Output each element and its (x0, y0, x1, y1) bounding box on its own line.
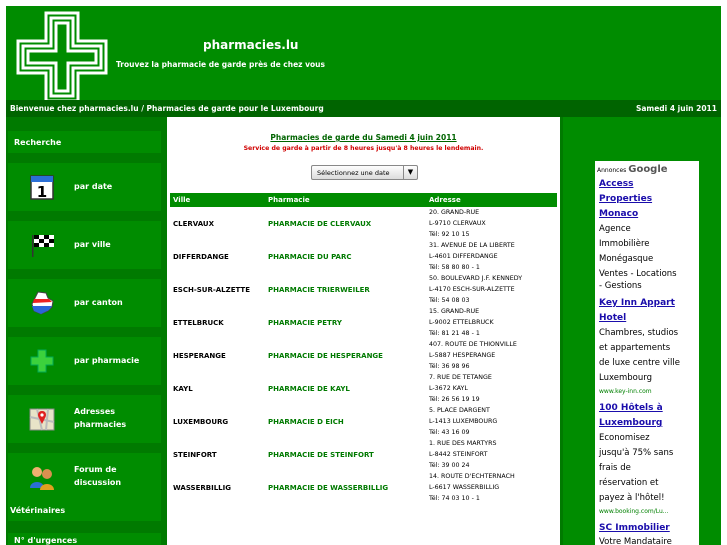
ad-title[interactable]: Hotel (599, 313, 627, 323)
table-row (170, 273, 557, 306)
sidebar-item-label: par ville (74, 240, 111, 249)
urgences-link[interactable]: N° d'urgences (14, 536, 78, 545)
ad-text: de luxe centre ville (599, 358, 680, 368)
ad-text: - Gestions (599, 281, 642, 288)
sidebar (6, 117, 164, 545)
ad-text: payez à l'hôtel! (599, 493, 665, 503)
row-address-line: 14. ROUTE D'ECHTERNACH (429, 473, 515, 480)
row-pharmacie[interactable]: PHARMACIE PETRY (268, 318, 342, 327)
ad-title[interactable]: 100 Hôtels à (599, 403, 663, 413)
pharmacies-table (170, 193, 557, 504)
sidebar-heading-block (8, 131, 161, 153)
sidebar-item-label: par date (74, 182, 113, 191)
ads-header[interactable] (597, 164, 668, 175)
row-pharmacie[interactable]: PHARMACIE DE STEINFORT (268, 450, 374, 459)
row-telephone: Tél: 36 98 96 (429, 363, 470, 370)
table-row (170, 207, 557, 240)
ad-text: frais de (599, 463, 631, 473)
table-row (170, 405, 557, 438)
row-pharmacie[interactable]: PHARMACIE TRIERWEILER (268, 285, 370, 294)
row-address-line: L-8442 STEINFORT (429, 451, 488, 458)
row-pharmacie[interactable]: PHARMACIE D EICH (268, 417, 344, 426)
date-select[interactable] (311, 165, 418, 180)
row-ville: HESPERANGE (173, 351, 226, 360)
row-pharmacie[interactable]: PHARMACIE DE CLERVAUX (268, 219, 372, 228)
google-ads-box (595, 161, 699, 545)
site-header (6, 6, 721, 100)
chevron-down-icon[interactable]: ▼ (403, 166, 417, 179)
row-telephone: Tél: 81 21 48 - 1 (429, 330, 480, 337)
ad-title[interactable]: Luxembourg (599, 418, 663, 428)
row-address-line: 15. GRAND-RUE (429, 308, 480, 315)
sidebar-item-par-date[interactable] (8, 163, 161, 211)
row-adresse (426, 240, 557, 273)
sidebar-item-label: Forum de discussion (74, 465, 122, 487)
ad-text: Economisez (599, 433, 650, 443)
column-ville: Ville (170, 193, 265, 207)
welcome-bar (6, 100, 721, 117)
annonces-label: Annonces (597, 167, 627, 174)
site-tagline: Trouvez la pharmacie de garde près de chez vous (116, 60, 325, 69)
table-row (170, 306, 557, 339)
row-telephone: Tél: 54 08 03 (429, 297, 470, 304)
row-address-line: 31. AVENUE DE LA LIBERTE (429, 242, 515, 249)
row-adresse (426, 438, 557, 471)
row-ville: CLERVAUX (173, 219, 214, 228)
sidebar-item-adresses-pharmacies[interactable] (8, 395, 161, 443)
ad-title[interactable]: Properties (599, 194, 653, 204)
sidebar-item-par-pharmacie[interactable] (8, 337, 161, 385)
row-address-line: L-9710 CLERVAUX (429, 220, 486, 227)
row-telephone: Tél: 92 10 15 (429, 231, 470, 238)
row-pharmacie[interactable]: PHARMACIE DE HESPERANGE (268, 351, 383, 360)
row-address-line: 20. GRAND-RUE (429, 209, 480, 216)
pharmacy-cross-icon (28, 347, 56, 375)
sidebar-item-label: par pharmacie (74, 356, 140, 365)
row-ville: ESCH-SUR-ALZETTE (173, 285, 250, 294)
ads-column (563, 117, 721, 545)
page-subtitle: Service de garde à partir de 8 heures jusqu'à 8 heures le lendemain. (243, 145, 484, 152)
row-address-line: L-9002 ETTELBRUCK (429, 319, 494, 326)
ad-title[interactable]: SC Immobilier (599, 523, 670, 533)
ad-url[interactable]: www.key-inn.com (599, 388, 652, 395)
row-adresse (426, 273, 557, 306)
urgences-block[interactable] (8, 533, 161, 545)
ad-text: Chambres, studios (599, 328, 679, 338)
veterinaires-block[interactable] (8, 501, 161, 521)
row-address-line: L-4170 ESCH-SUR-ALZETTE (429, 286, 515, 293)
ad-text: réservation et (599, 478, 659, 488)
main-content (164, 117, 563, 545)
column-pharmacie: Pharmacie (265, 193, 426, 207)
ad-text: Agence (599, 224, 631, 234)
row-pharmacie[interactable]: PHARMACIE DE KAYL (268, 384, 350, 393)
row-address-line: 5. PLACE DARGENT (429, 407, 490, 414)
sidebar-item-label: par canton (74, 298, 123, 307)
current-date: Samedi 4 juin 2011 (635, 104, 717, 113)
sidebar-heading: Recherche (14, 138, 62, 147)
row-ville: STEINFORT (173, 450, 217, 459)
row-address-line: 50. BOULEVARD J.F. KENNEDY (429, 275, 523, 282)
checkered-flag-icon (28, 231, 56, 259)
row-ville: WASSERBILLIG (173, 483, 231, 492)
calendar-day: 1 (36, 183, 48, 201)
table-row (170, 240, 557, 273)
row-address-line: L-5887 HESPERANGE (429, 352, 496, 359)
ad-text: Monégasque (599, 254, 654, 264)
ad-text: Luxembourg (599, 373, 652, 383)
google-logo: Google (628, 164, 668, 175)
ad-text: Votre Mandataire (599, 537, 672, 545)
row-adresse (426, 471, 557, 504)
row-address-line: L-1413 LUXEMBOURG (429, 418, 498, 425)
row-telephone: Tél: 39 00 24 (429, 462, 470, 469)
site-title[interactable]: pharmacies.lu (203, 38, 299, 52)
row-pharmacie[interactable]: PHARMACIE DU PARC (268, 252, 352, 261)
ad-text: et appartements (599, 343, 671, 353)
row-pharmacie[interactable]: PHARMACIE DE WASSERBILLIG (268, 483, 389, 492)
sidebar-item-par-ville[interactable] (8, 221, 161, 269)
pharmacy-cross-logo-icon[interactable] (16, 11, 108, 103)
row-ville: DIFFERDANGE (173, 252, 229, 261)
table-row (170, 438, 557, 471)
row-ville: ETTELBRUCK (173, 318, 224, 327)
sidebar-item-par-canton[interactable] (8, 279, 161, 327)
table-row (170, 339, 557, 372)
row-address-line: 407. ROUTE DE THIONVILLE (429, 341, 517, 348)
row-address-line: L-4601 DIFFERDANGE (429, 253, 498, 260)
sidebar-item-label: Adresses pharmacies (74, 407, 127, 429)
luxembourg-map-icon (28, 289, 56, 317)
column-adresse: Adresse (426, 193, 557, 207)
row-adresse (426, 306, 557, 339)
table-row (170, 372, 557, 405)
row-address-line: L-6617 WASSERBILLIG (429, 484, 500, 491)
row-address-line: 7. RUE DE TETANGE (429, 374, 492, 381)
row-address-line: L-3672 KAYL (429, 385, 468, 392)
people-icon (28, 463, 56, 491)
ad-title[interactable]: Key Inn Appart (599, 298, 675, 308)
veterinaires-link[interactable]: Vétérinaires (10, 506, 66, 515)
ad-text: Immobilière (599, 239, 650, 249)
row-telephone: Tél: 58 80 80 - 1 (429, 264, 480, 271)
ad-title[interactable]: Monaco (599, 209, 639, 219)
ad-url[interactable]: www.booking.com/Lu... (599, 508, 669, 515)
table-header-row (170, 193, 557, 207)
ad-title[interactable]: Access (599, 179, 634, 189)
date-select-value: Sélectionnez une date (317, 169, 390, 177)
row-address-line: 1. RUE DES MARTYRS (429, 440, 497, 447)
ad-text: Ventes - Locations (599, 269, 677, 279)
row-telephone: Tél: 26 56 19 19 (429, 396, 480, 403)
map-pin-icon (28, 405, 56, 433)
row-adresse (426, 405, 557, 438)
row-ville: LUXEMBOURG (173, 417, 229, 426)
row-telephone: Tél: 74 03 10 - 1 (429, 495, 480, 502)
ad-text: jusqu'à 75% sans (599, 448, 674, 458)
row-adresse (426, 372, 557, 405)
row-adresse (426, 207, 557, 240)
table-row (170, 471, 557, 504)
row-ville: KAYL (173, 384, 193, 393)
sidebar-item-forum[interactable] (8, 453, 161, 501)
page-title[interactable]: Pharmacies de garde du Samedi 4 juin 2011 (270, 133, 457, 142)
calendar-icon (28, 173, 56, 201)
row-adresse (426, 339, 557, 372)
row-telephone: Tél: 43 16 09 (429, 429, 470, 436)
welcome-text: Bienvenue chez pharmacies.lu / Pharmacies de garde pour le Luxembourg (10, 104, 324, 113)
